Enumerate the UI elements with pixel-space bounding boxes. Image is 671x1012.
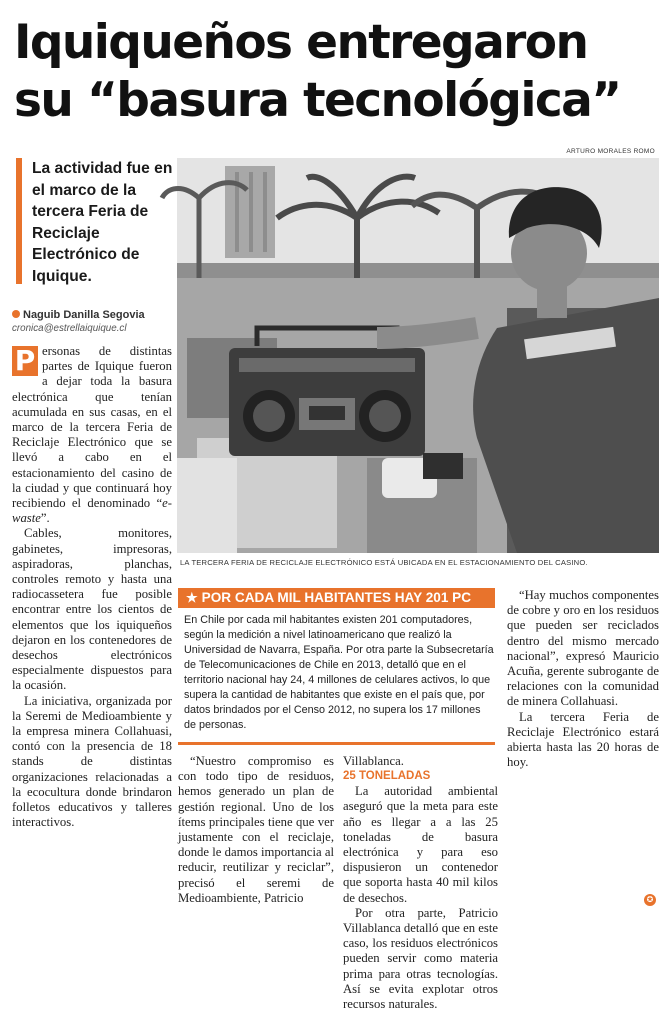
headline-line-1: Iquiqueños entregaron [14,15,588,70]
deck-summary: La actividad fue en el marco de la tercera Feria de Reciclaje Electrónico de Iquique. [16,158,176,284]
headline-line-2: su “basura tecnológica” [14,73,621,128]
sidebar-header [178,588,495,608]
article-column-2 [178,754,334,906]
star-icon: ★ [186,590,198,605]
article-paragraph-5: La autoridad ambiental aseguró que la meta para este año es llegar a a las 25 toneladas de basura electrónica y para eso dispusieron un contenedor que soporta hasta 40 mil kilos de desechos. [343,784,498,905]
drop-cap: P [12,346,38,376]
article-column-4 [507,588,659,770]
article-column-3 [343,754,498,1012]
photo-caption: LA TERCERA FERIA DE RECICLAJE ELECTRÓNICO ESTÁ UBICADA EN EL ESTACIONAMIENTO DEL CASINO. [180,558,588,567]
author-name: Naguib Danilla Segovia [23,309,145,321]
article-paragraph-1: P ersonas de distintas partes de Iquique fueron a dejar toda la basura electrónica que tenían acumulada en sus casas, en el marco de la tercera Feria de Reciclaje Electrónico que se llevó a cabo en el estacionamiento del casino de la ciudad y que continuará hoy recibiendo el denominado “e-waste”. [12,344,172,526]
section-subhead: 25 TONELADAS [343,770,431,783]
byline [12,308,177,336]
article-paragraph-6: Por otra parte, Patricio Villablanca detalló que en este caso, los residuos electrónicos pueden servir como materia prima para otras tecnologías. Así se evita explotar otros recursos naturales. [343,905,498,1012]
article-paragraph-8: La tercera Feria de Reciclaje Electrónico estará abierta hasta las 20 horas de hoy. [507,709,659,770]
sidebar-body: En Chile por cada mil habitantes existen 201 computadores, según la medición a nivel latinoamericano que realizó la Universidad de Navarra, España. Por otra parte la Subsecretaría de Telecomunicaciones de Chile en 2013, detalló que en el territorio nacional hay 24, 4 millones de celulares activos, lo que supera la cantidad de habitantes que existe en el país que, por datos brindados por el Censo 2012, no supera los 17 millones de personas. [184,614,494,731]
article-paragraph-3: La iniciativa, organizada por la Seremi de Medioambiente y la empresa minera Collahuasi, contó con la presencia de 18 stands de distintas organizaciones relacionadas a la ecocultura donde brindaron folletos educativos y talleres interactivos. [12,693,172,830]
headline [14,14,659,130]
article-photo [177,158,659,553]
article-paragraph-7: “Hay muchos componentes de cobre y oro en los residuos que pueden ser reciclados dentro del mismo mercado nacional”, expresó Mauricio Acuña, gerente subrogante de relaciones con la comunidad de minera Collahuasi. [507,588,659,709]
author-email: cronica@estrellaiquique.cl [12,323,127,334]
end-mark-icon: ✪ [644,894,656,906]
article-paragraph-4-continued: Villablanca. [343,754,404,768]
recycling-volunteer-photo [177,158,659,553]
sidebar-title: POR CADA MIL HABITANTES HAY 201 PC [201,590,472,605]
bullet-dot-icon [12,310,20,318]
article-paragraph-2: Cables, monitores, gabinetes, impresoras, aspiradoras, planchas, controles remoto y hasta una radiocassetera fue posible encontrar entre los cientos de elementos que los iquiqueños dejaron en los contenedores de desechos electrónicos especialmente dispuestos para la ocasión. [12,526,172,693]
sidebar-divider [178,742,495,745]
photo-credit: ARTURO MORALES ROMO [566,148,655,155]
article-column-1 [12,344,172,831]
article-paragraph-4: “Nuestro compromiso es con todo tipo de residuos, hemos generado un plan de gestión regional. Uno de los ítems principales tiene que ver justamente con el reciclaje, donde le damos importancia al reducir, reutilizar y reciclar”, precisó el seremi de Medioambiente, Patricio [178,754,334,905]
